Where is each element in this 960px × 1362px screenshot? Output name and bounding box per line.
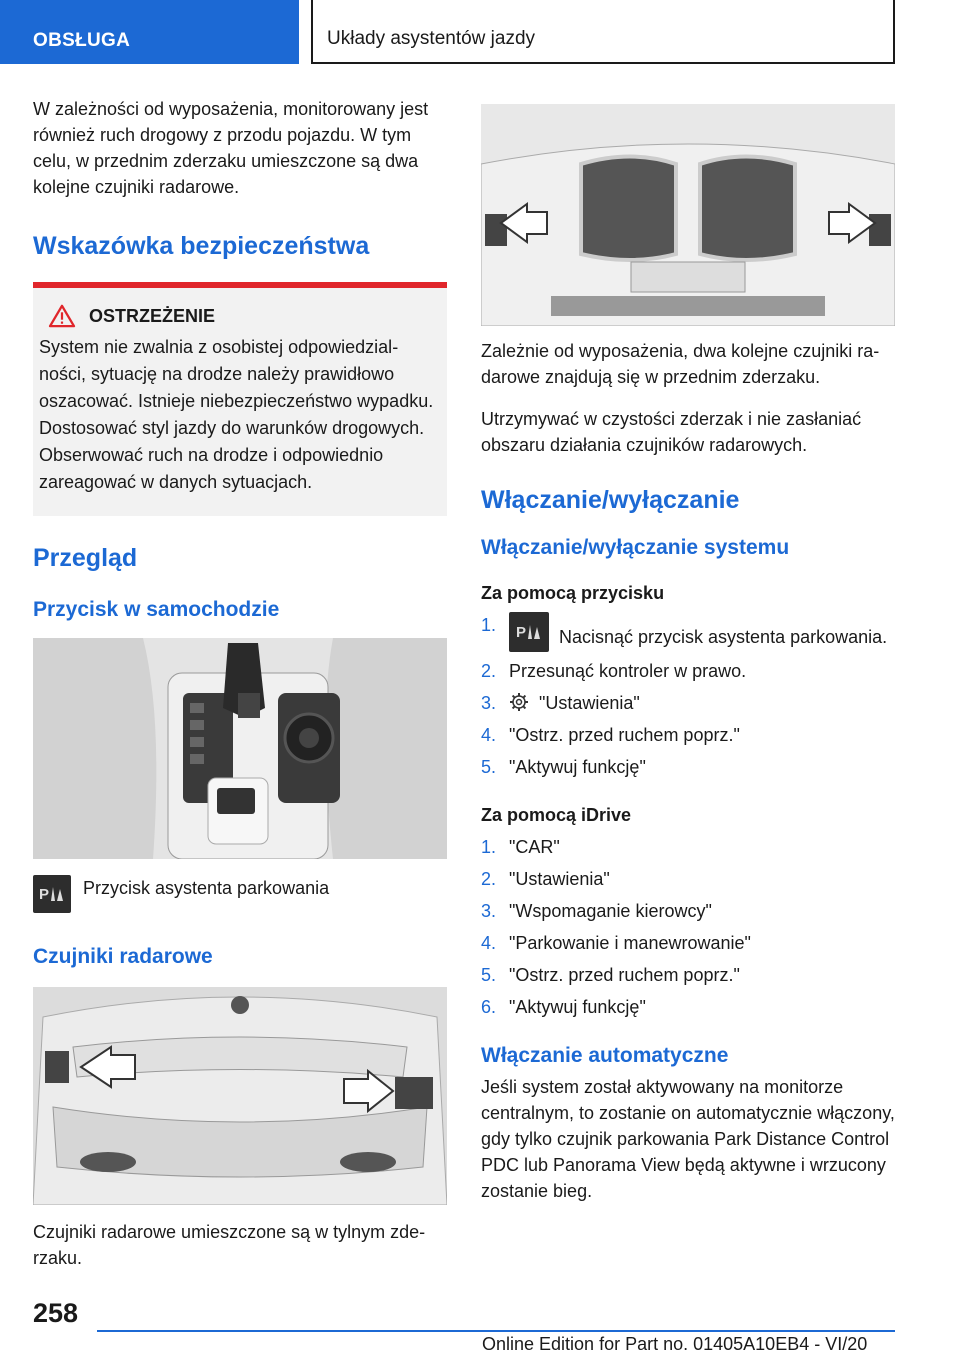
safety-heading: Wskazówka bezpieczeństwa — [33, 232, 370, 260]
list-item: 2. "Ustawienia" — [481, 869, 610, 889]
list-item: 2. Przesunąć kontroler w prawo. — [481, 661, 747, 681]
warning-box — [33, 282, 447, 516]
via-idrive-list — [481, 834, 895, 1020]
button-legend — [33, 875, 447, 913]
rear-bumper-figure — [33, 987, 447, 1205]
radar-caption: Czujniki radarowe umieszczone są w tylnym zderzaku. — [33, 1222, 426, 1268]
footer-edition: Online Edition for Part no. 01405A10EB4 - VI/20 — [482, 1334, 868, 1354]
warning-triangle-icon — [47, 304, 77, 328]
button-legend-text: Przycisk asystenta parkowania — [83, 878, 330, 898]
chapter-title: Układy asystentów jazdy — [327, 28, 536, 49]
center-console-image — [33, 638, 447, 859]
intro-paragraph: W zależności od wyposażenia, monitorowany jest również ruch drogowy z przodu pojazdu. W tym celu, w przednim zderzaku umieszczone są dwa kolejne czujniki radarowe. — [33, 99, 429, 197]
svg-text:P: P — [516, 624, 527, 641]
list-item: 3. "Ustawienia" — [481, 693, 640, 713]
right-column — [481, 104, 895, 1204]
via-button-list — [481, 612, 895, 780]
park-assist-icon — [509, 612, 549, 652]
list-item: 5. "Aktywuj funkcję" — [481, 757, 646, 777]
section-title: OBSŁUGA — [33, 30, 131, 51]
section-tab — [0, 0, 299, 64]
list-item: 6. "Aktywuj funkcję" — [481, 997, 646, 1017]
left-column — [33, 96, 447, 1271]
warning-header — [39, 304, 437, 328]
button-heading: Przycisk w samochodzie — [33, 598, 280, 621]
list-item: 1. P Nacisnąć przycisk asystenta parkowania. — [481, 612, 895, 652]
auto-heading: Włączanie automatyczne — [481, 1044, 729, 1067]
via-button-heading: Za pomocą przycisku — [481, 583, 665, 603]
footer-divider — [97, 1330, 895, 1332]
via-idrive-heading: Za pomocą iDrive — [481, 805, 632, 825]
park-assist-icon — [33, 875, 71, 913]
gear-icon — [509, 692, 529, 712]
list-item: 4. "Ostrz. przed ruchem poprz." — [481, 725, 740, 745]
front-bumper-figure — [481, 104, 895, 326]
list-item: 1. "CAR" — [481, 837, 560, 857]
warning-text: System nie zwalnia z osobistej odpowiedzialności, sytuację na drodze należy prawidłowo oszacować. Istnieje niebezpieczeństwo wypadku. Dostosować styl jazdy do warunków drogowych. Obserwować ruch na drodze i odpowiednio zareagować w danych sytuacjach. — [39, 337, 434, 492]
chapter-tab — [311, 0, 895, 64]
list-item: 5. "Ostrz. przed ruchem poprz." — [481, 965, 740, 985]
front-bumper-image — [481, 104, 895, 326]
svg-text:P: P — [39, 886, 50, 903]
warning-title: OSTRZEŻENIE — [89, 305, 216, 326]
list-item: 4. "Parkowanie i manewrowanie" — [481, 933, 751, 953]
radar-heading: Czujniki radarowe — [33, 945, 213, 968]
list-item: 3. "Wspomaganie kierowcy" — [481, 901, 712, 921]
auto-text: Jeśli system został aktywowany na monitorze centralnym, to zostanie on automatycznie włączony, gdy tylko czujnik parkowania Park Distance Control PDC lub Panorama View będą aktywne i wrzucony zostanie bieg. — [481, 1077, 895, 1201]
page-number: 258 — [33, 1298, 79, 1328]
onoff-heading: Włączanie/wyłączanie — [481, 486, 740, 514]
onoff-system-heading: Włączanie/wyłączanie systemu — [481, 536, 790, 559]
console-figure — [33, 638, 447, 859]
overview-heading: Przegląd — [33, 544, 138, 572]
rear-bumper-image — [33, 987, 447, 1205]
front-caption: Zależnie od wyposażenia, dwa kolejne czujniki radarowe znajdują się w przednim zderzaku. — [481, 341, 880, 387]
clean-note: Utrzymywać w czystości zderzak i nie zasłaniać obszaru działania czujników radarowych. — [481, 409, 862, 455]
